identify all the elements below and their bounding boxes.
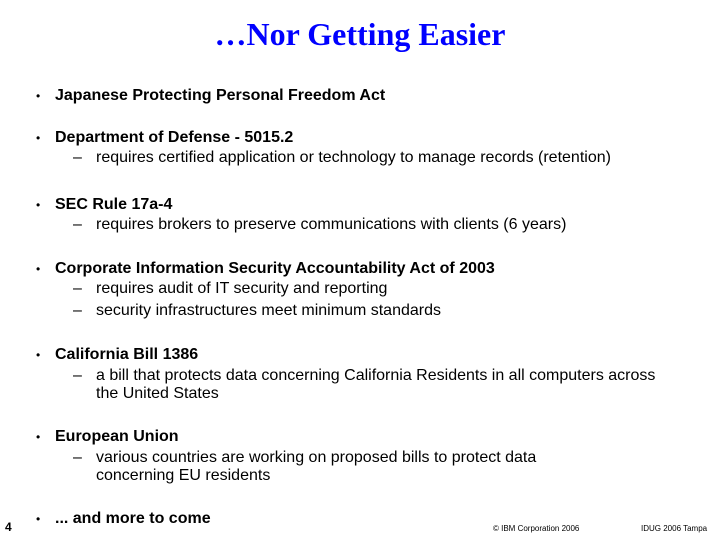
- bullet-text: California Bill 1386: [55, 346, 199, 363]
- sub-bullet: [73, 148, 716, 168]
- dash-icon: –: [73, 280, 82, 297]
- bullet-text: Department of Defense - 5015.2: [55, 129, 294, 146]
- sub-bullet: [73, 215, 696, 235]
- sub-bullet-text: requires brokers to preserve communications with clients (6 years): [96, 216, 567, 233]
- bullet-text: Japanese Protecting Personal Freedom Act: [55, 87, 386, 104]
- bullet-icon: •: [36, 131, 41, 145]
- dash-icon: –: [73, 302, 82, 319]
- bullet-item: [36, 345, 676, 403]
- event-label: IDUG 2006 Tampa: [641, 524, 708, 533]
- bullet-item: [36, 195, 696, 235]
- bullet-text: SEC Rule 17a-4: [55, 196, 173, 213]
- slide-title: …Nor Getting Easier: [214, 16, 506, 52]
- bullet-icon: •: [36, 348, 41, 362]
- dash-icon: –: [73, 449, 82, 466]
- bullet-text: European Union: [55, 428, 179, 445]
- bullet-icon: •: [36, 262, 41, 276]
- bullet-text: ... and more to come: [55, 510, 211, 527]
- sub-bullet: [73, 301, 696, 321]
- sub-bullet-text: requires audit of IT security and reporting: [96, 280, 388, 297]
- bullet-item: [36, 427, 596, 485]
- bullet-icon: •: [36, 89, 41, 103]
- sub-bullet: [73, 366, 676, 403]
- sub-bullet-text: security infrastructures meet minimum standards: [96, 302, 441, 319]
- bullet-item: [36, 86, 385, 106]
- sub-bullet: [73, 448, 596, 485]
- bullet-text: Corporate Information Security Accountability Act of 2003: [55, 260, 495, 277]
- dash-icon: –: [73, 216, 82, 233]
- bullet-item: [36, 259, 696, 321]
- bullet-icon: •: [36, 198, 41, 212]
- copyright-text: © IBM Corporation 2006: [493, 524, 580, 533]
- sub-bullet-text: a bill that protects data concerning California Residents in all computers across the United States: [96, 367, 656, 402]
- bullet-item: [36, 128, 716, 168]
- bullet-icon: •: [36, 512, 41, 526]
- sub-bullet-text: various countries are working on proposed bills to protect data concerning EU residents: [96, 449, 537, 484]
- page-number: 4: [5, 520, 12, 534]
- bullet-item: [36, 509, 211, 529]
- sub-bullet: [73, 279, 696, 299]
- dash-icon: –: [73, 367, 82, 384]
- sub-bullet-text: requires certified application or technology to manage records (retention): [96, 149, 611, 166]
- bullet-icon: •: [36, 430, 41, 444]
- dash-icon: –: [73, 149, 82, 166]
